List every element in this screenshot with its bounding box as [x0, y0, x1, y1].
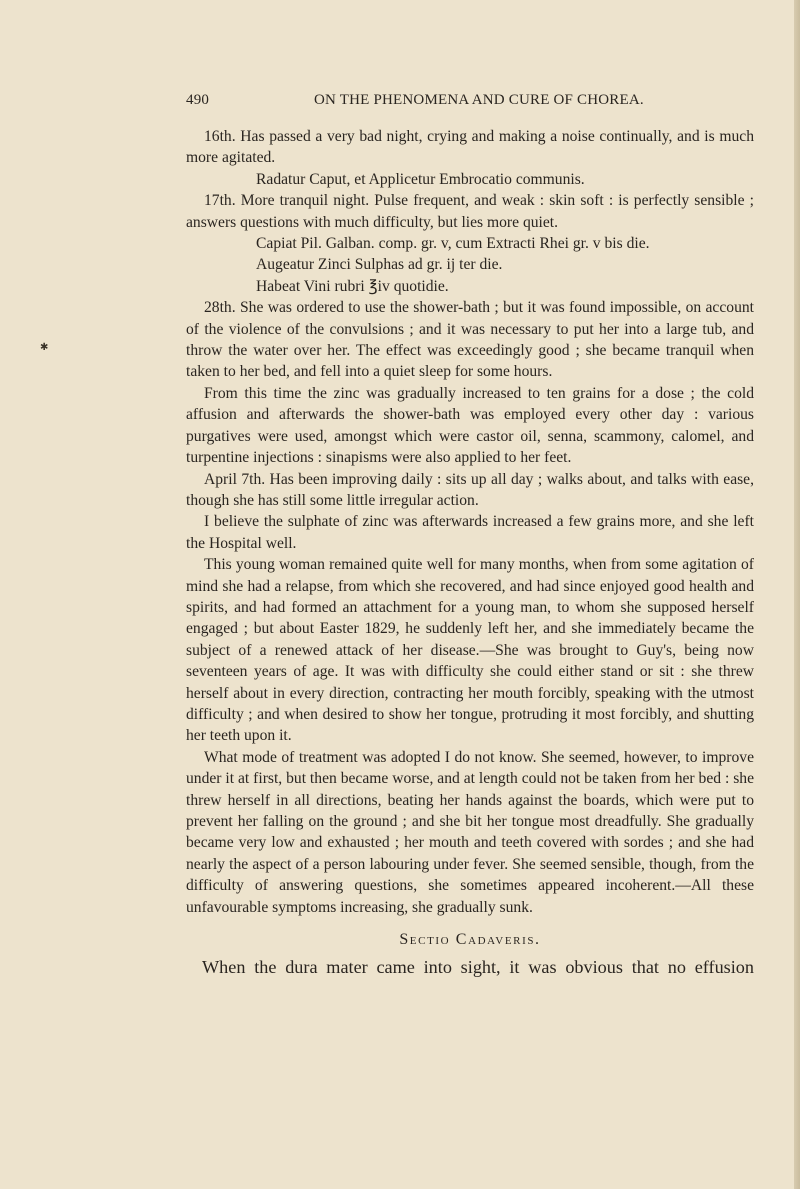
section-heading: Sectio Cadaveris. [399, 931, 541, 949]
running-head [186, 92, 754, 116]
paragraph-april-7th: April 7th. Has been improving daily : sits up all day ; walks about, and talks with ease, though she has still some little irregular action. [186, 470, 754, 509]
page-edge [794, 0, 800, 1189]
body-text [186, 126, 754, 979]
paragraph-left-hospital: I believe the sulphate of zinc was afterwards increased a few grains more, and she left the Hospital well. [186, 513, 754, 552]
running-title: ON THE PHENOMENA AND CURE OF CHOREA. [314, 92, 644, 108]
paragraph-16th: 16th. Has passed a very bad night, crying and making a noise continually, and is much more agitated. [186, 128, 754, 167]
margin-mark: ✱ [40, 342, 49, 353]
paragraph-28th: 28th. She was ordered to use the shower-bath ; but it was found impossible, on account of the violence of the convulsions ; and it was necessary to put her into a large tub, and throw the water over her. The effect was exceedingly good ; she became tranquil when taken to her bed, and fell into a quiet sleep for some hours. [186, 299, 754, 381]
final-line: When the dura mater came into sight, it was obvious that no effusion [202, 957, 754, 978]
prescription-line: Radatur Caput, et Applicetur Embrocatio communis. [256, 170, 585, 188]
paragraph-relapse: This young woman remained quite well for many months, when from some agitation of mind she had a relapse, from which she recovered, and had since enjoyed good health and spirits, and had formed an attachment for a young man, to whom she supposed herself engaged ; but about Easter 1829, he suddenly left her, and she immediately became the subject of a renewed attack of her disease.—She was brought to Guy's, being now seventeen years of age. It was with difficulty she could either stand or sit : she threw herself about in every direction, contracting her mouth forcibly, speaking with the utmost difficulty ; and when desired to show her tongue, protruding it most forcibly, and shutting her teeth upon it. [186, 556, 754, 745]
prescription-line: Habeat Vini rubri ℥iv quotidie. [256, 277, 449, 295]
page-number: 490 [186, 92, 210, 108]
prescription-line: Capiat Pil. Galban. comp. gr. v, cum Extracti Rhei gr. v bis die. [256, 235, 650, 253]
paragraph-treatment: What mode of treatment was adopted I do not know. She seemed, however, to improve under it at first, but then became worse, and at length could not be taken from her bed : she threw herself in all directions, beating her hands against the boards, which were put to prevent her falling on the ground ; and she bit her tongue most dreadfully. She gradually became very low and exhausted ; her mouth and teeth covered with sordes ; and she had nearly the aspect of a person labouring under fever. She seemed sensible, though, from the difficulty of answering questions, she sometimes appeared incoherent.—All these unfavourable symptoms increasing, she gradually sunk. [186, 748, 754, 916]
paragraph-zinc-increase: From this time the zinc was gradually increased to ten grains for a dose ; the cold affusion and afterwards the shower-bath was employed every other day : various purgatives were used, amongst which were castor oil, senna, scammony, calomel, and turpentine injections : sinapisms were also applied to her feet. [186, 384, 754, 467]
paragraph-17th: 17th. More tranquil night. Pulse frequent, and weak : skin soft : is perfectly sensible ; answers questions with much difficulty, but lies more quiet. [186, 192, 754, 231]
prescription-line: Augeatur Zinci Sulphas ad gr. ij ter die. [256, 256, 503, 274]
